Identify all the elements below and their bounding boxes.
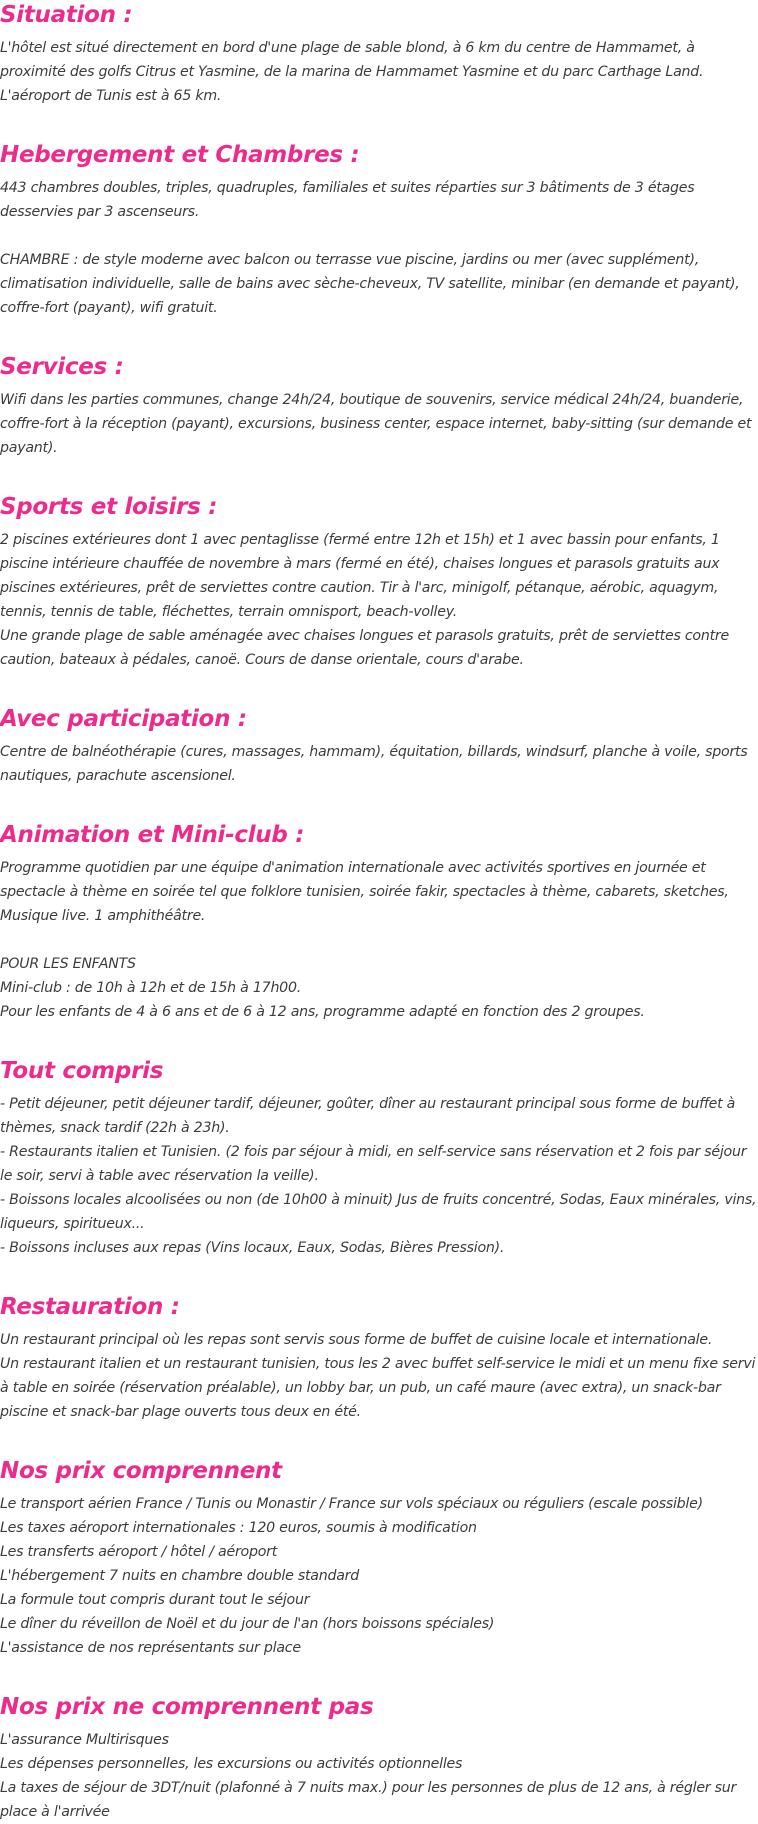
services-text: Wifi dans les parties communes, change 24h/24, boutique de souvenirs, service médical 24h/24, buanderie, coffre-fort à la réception (payant), excursions, business center, espace internet, baby-sitting (sur demande et payant).: [0, 392, 752, 456]
list-item: Les transferts aéroport / hôtel / aéroport: [0, 1544, 278, 1560]
section-situation: [0, 0, 758, 108]
section-prix-comprennent: [0, 1456, 758, 1660]
section-title-sports: Sports et loisirs :: [0, 494, 218, 520]
list-item: Le dîner du réveillon de Noël et du jour de l'an (hors boissons spéciales): [0, 1616, 495, 1632]
hebergement-text: 443 chambres doubles, triples, quadruples, familiales et suites réparties sur 3 bâtiments de 3 étages desservies par 3 ascenseurs.: [0, 180, 695, 220]
miniclub-hours: Mini-club : de 10h à 12h et de 15h à 17h00.: [0, 980, 301, 996]
section-title-participation: Avec participation :: [0, 706, 247, 732]
section-title-hebergement: Hebergement et Chambres :: [0, 142, 360, 168]
section-title-situation: Situation :: [0, 2, 133, 28]
list-item: - Petit déjeuner, petit déjeuner tardif, déjeuner, goûter, dîner au restaurant principal sous forme de buffet à thèmes, snack tardif (22h à 23h).: [0, 1096, 736, 1136]
list-item: L'hébergement 7 nuits en chambre double standard: [0, 1568, 360, 1584]
section-title-prix-ne-comprennent-pas: Nos prix ne comprennent pas: [0, 1694, 374, 1720]
list-item: Le transport aérien France / Tunis ou Monastir / France sur vols spéciaux ou réguliers (escale possible): [0, 1496, 703, 1512]
section-prix-ne-comprennent-pas: [0, 1692, 758, 1824]
section-restauration: [0, 1292, 758, 1424]
restauration-text: Un restaurant principal où les repas sont servis sous forme de buffet de cuisine locale et internationale.: [0, 1332, 713, 1348]
list-item: La formule tout compris durant tout le séjour: [0, 1592, 310, 1608]
list-item: - Restaurants italien et Tunisien. (2 fois par séjour à midi, en self-service sans réservation et 2 fois par séjour le soir, servi à table avec réservation la veille).: [0, 1144, 747, 1184]
section-tout-compris: [0, 1056, 758, 1260]
section-title-restauration: Restauration :: [0, 1294, 180, 1320]
situation-text: L'hôtel est situé directement en bord d'une plage de sable blond, à 6 km du centre de Hammamet, à proximité des golfs Citrus et Yasmine, de la marina de Hammamet Yasmine et du parc Carthage Land. L'aéroport de Tunis est à 65 km.: [0, 40, 704, 104]
enfants-heading: POUR LES ENFANTS: [0, 956, 136, 972]
list-item: - Boissons locales alcoolisées ou non (de 10h00 à minuit) Jus de fruits concentré, Sodas, Eaux minérales, vins, liqueurs, spiritueux...: [0, 1192, 757, 1232]
restauration-text-2: Un restaurant italien et un restaurant tunisien, tous les 2 avec buffet self-service le midi et un menu fixe servi à table en soirée (réservation préalable), un lobby bar, un pub, un café maure (avec extra), un snack-bar piscine et snack-bar plage ouverts tous deux en été.: [0, 1356, 756, 1420]
section-title-services: Services :: [0, 354, 124, 380]
chambre-text: CHAMBRE : de style moderne avec balcon ou terrasse vue piscine, jardins ou mer (avec supplément), climatisation individuelle, salle de bains avec sèche-cheveux, TV satellite, minibar (en demande et payant), coffre-fort (payant), wifi gratuit.: [0, 252, 740, 316]
participation-text: Centre de balnéothérapie (cures, massages, hammam), équitation, billards, windsurf, planche à voile, sports nautiques, parachute ascensionel.: [0, 744, 748, 784]
section-title-prix-comprennent: Nos prix comprennent: [0, 1458, 282, 1484]
section-hebergement: [0, 140, 758, 320]
section-animation: [0, 820, 758, 1024]
list-item: Les dépenses personnelles, les excursions ou activités optionnelles: [0, 1756, 463, 1772]
animation-text: Programme quotidien par une équipe d'animation internationale avec activités sportives en journée et spectacle à thème en soirée tel que folklore tunisien, soirée fakir, spectacles à thème, cabarets, sketches, Musique live. 1 amphithéâtre.: [0, 860, 729, 924]
list-item: Les taxes aéroport internationales : 120 euros, soumis à modification: [0, 1520, 477, 1536]
section-participation: [0, 704, 758, 788]
list-item: La taxes de séjour de 3DT/nuit (plafonné à 7 nuits max.) pour les personnes de plus de 12 ans, à régler sur place à l'arrivée: [0, 1780, 737, 1820]
section-title-animation: Animation et Mini-club :: [0, 822, 305, 848]
miniclub-ages: Pour les enfants de 4 à 6 ans et de 6 à 12 ans, programme adapté en fonction des 2 groupes.: [0, 1004, 645, 1020]
list-item: L'assistance de nos représentants sur place: [0, 1640, 301, 1656]
sports-text: 2 piscines extérieures dont 1 avec pentaglisse (fermé entre 12h et 15h) et 1 avec bassin pour enfants, 1 piscine intérieure chauffée de novembre à mars (fermé en été), chaises longues et parasols gratuits aux piscines extérieures, prêt de serviettes contre caution. Tir à l'arc, minigolf, pétanque, aérobic, aquagym, tennis, tennis de table, fléchettes, terrain omnisport, beach-volley.: [0, 532, 720, 620]
list-item: - Boissons incluses aux repas (Vins locaux, Eaux, Sodas, Bières Pression).: [0, 1240, 505, 1256]
section-services: [0, 352, 758, 460]
plage-text: Une grande plage de sable aménagée avec chaises longues et parasols gratuits, prêt de serviettes contre caution, bateaux à pédales, canoë. Cours de danse orientale, cours d'arabe.: [0, 628, 729, 668]
list-item: L'assurance Multirisques: [0, 1732, 169, 1748]
section-sports: [0, 492, 758, 672]
section-title-tout-compris: Tout compris: [0, 1058, 164, 1084]
